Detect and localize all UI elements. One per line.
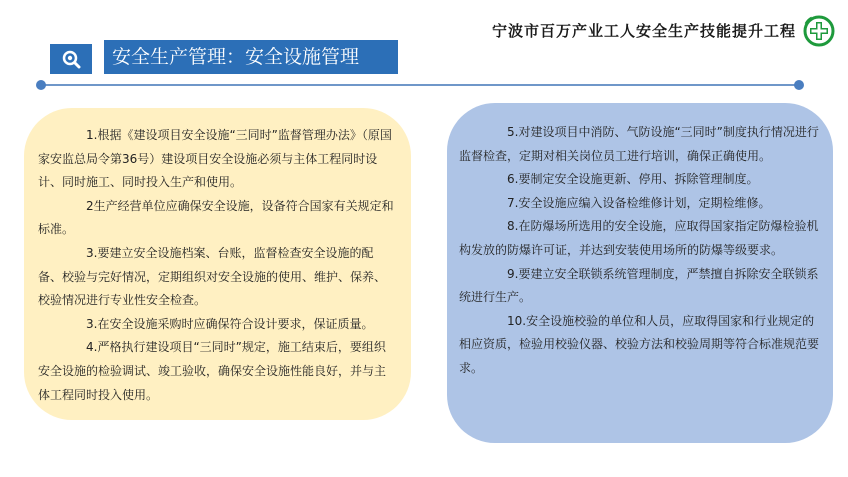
left-item-4: 3.在安全设施采购时应确保符合设计要求，保证质量。 xyxy=(86,316,374,331)
left-item-2: 2生产经营单位应确保安全设施，设备符合国家有关规定和标准。 xyxy=(38,198,394,237)
divider-dot-left xyxy=(36,80,46,90)
right-item-7: 7.安全设施应编入设备检维修计划，定期检维修。 xyxy=(507,195,771,210)
right-item-10: 10.安全设施校验的单位和人员，应取得国家和行业规定的相应资质，检验用校验仪器、校验方法和校验周期等符合标准规范要求。 xyxy=(459,313,820,375)
search-icon-box xyxy=(50,44,92,74)
right-item-6: 6.要制定安全设施更新、停用、拆除管理制度。 xyxy=(507,172,759,187)
header-divider xyxy=(40,84,800,86)
right-content-card xyxy=(447,103,833,443)
search-icon xyxy=(61,49,81,69)
right-item-8: 8.在防爆场所选用的安全设施，应取得国家指定防爆检验机构发放的防爆许可证，并达到安装使用场所的防爆等级要求。 xyxy=(459,219,819,257)
left-content-card xyxy=(24,108,411,420)
green-cross-logo-icon xyxy=(802,14,836,48)
divider-dot-right xyxy=(794,80,804,90)
organization-title: 宁波市百万产业工人安全生产技能提升工程 xyxy=(491,22,796,40)
right-item-9: 9.要建立安全联锁系统管理制度，严禁擅自拆除安全联锁系统进行生产。 xyxy=(459,266,819,305)
left-item-1: 1.根据《建设项目安全设施“三同时”监督管理办法》（原国家安监总局令第36号）建设项目安全设施必须与主体工程同时设计、同时施工、同时投入生产和使用。 xyxy=(38,128,392,190)
slide-title: 安全生产管理：安全设施管理 xyxy=(104,40,398,74)
right-item-5: 5.对建设项目中消防、气防设施“三同时”制度执行情况进行监督检查，定期对相关岗位员工进行培训，确保正确使用。 xyxy=(459,125,819,163)
left-item-3: 3.要建立安全设施档案、台账，监督检查安全设施的配备、校验与完好情况，定期组织对安全设施的使用、维护、保养、校验情况进行专业性安全检查。 xyxy=(38,245,387,308)
left-item-5: 4.严格执行建设项目“三同时”规定，施工结束后，要组织安全设施的检验调试、竣工验收，确保安全设施性能良好，并与主体工程同时投入使用。 xyxy=(38,340,387,402)
